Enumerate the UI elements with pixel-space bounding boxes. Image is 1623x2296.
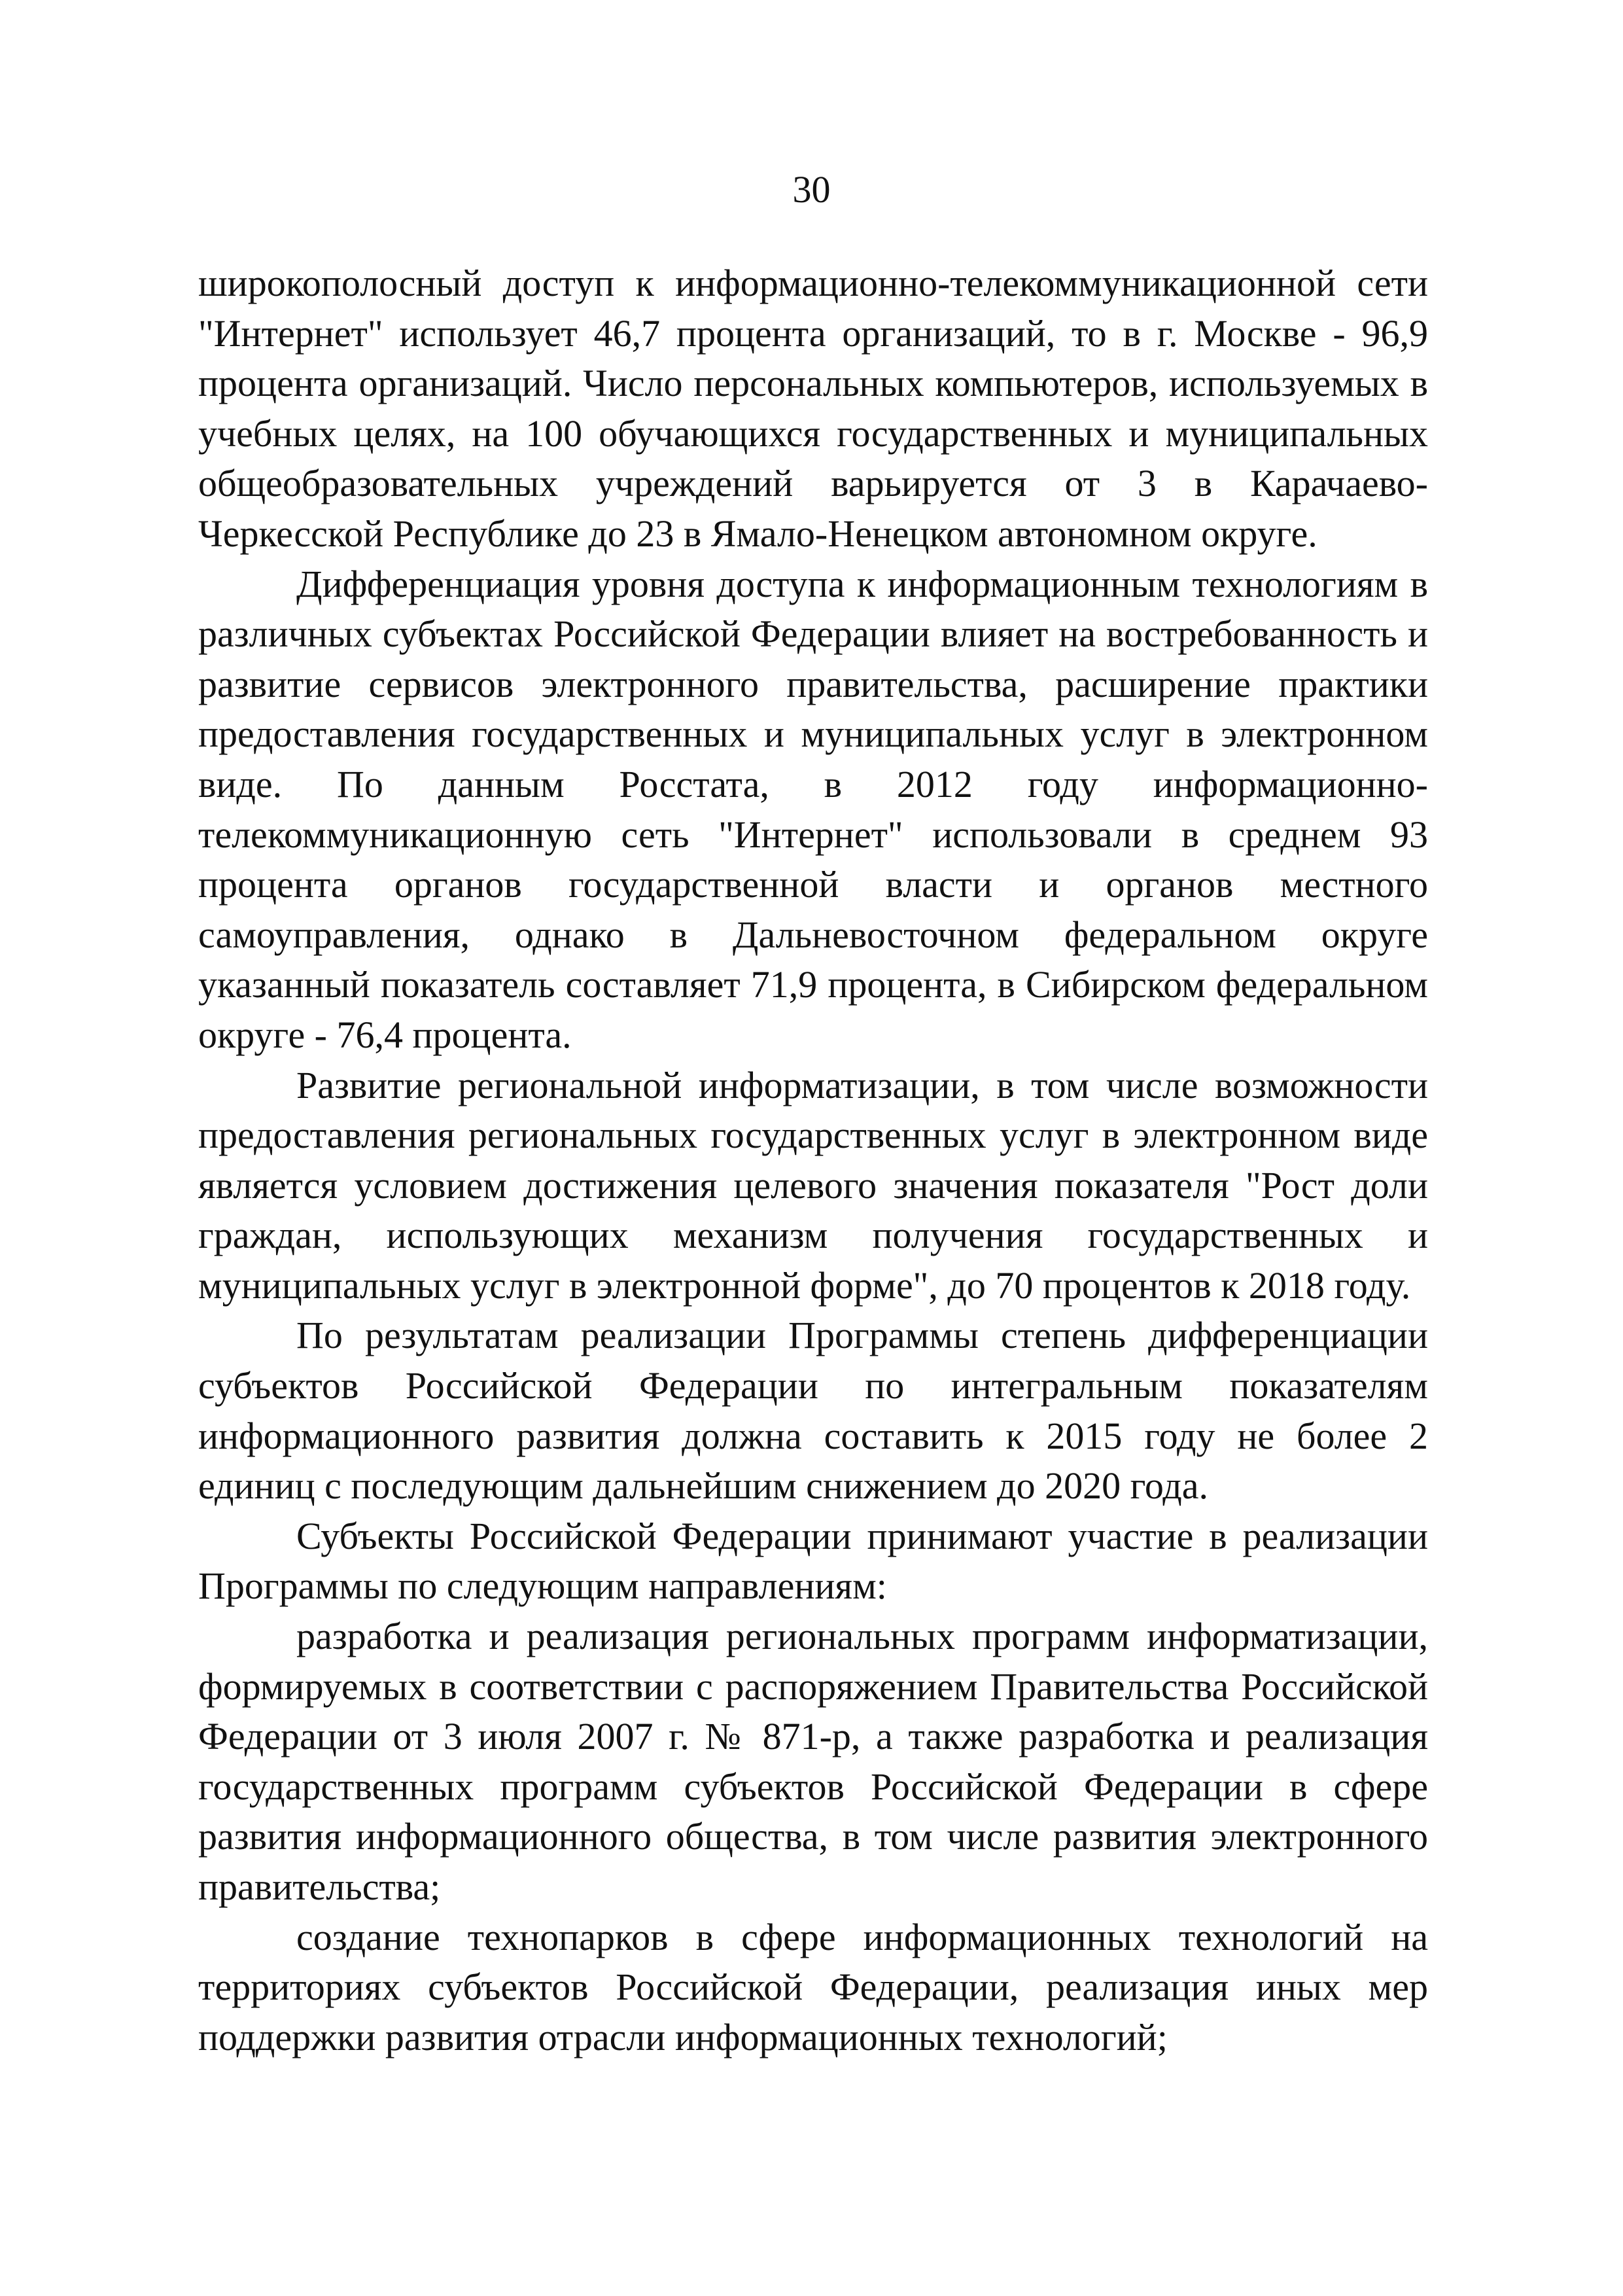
paragraph-regional-informatization: Развитие региональной информатизации, в том числе возможности предоставления региональных государственных услуг в электронном виде является условием достижения целевого значения показателя "Рост доли граждан, использующих механизм получения государственных и муниципальных услуг в электронной форме", до 70 процентов к 2018 году. — [198, 1063, 1428, 1307]
page-number: 30 — [792, 168, 831, 211]
paragraph-participation-intro: Субъекты Российской Федерации принимают участие в реализации Программы по следующим направлениям: — [198, 1514, 1428, 1608]
paragraph-internet-access: широкополосный доступ к информационно-телекоммуникационной сети "Интернет" использует 46,7 процента организаций, то в г. Москве - 96,9 процента организаций. Число персональных компьютеров, используемых в учебных целях, на 100 обучающихся государственных и муниципальных общеобразовательных учреждений варьируется от 3 в Карачаево-Черкесской Республике до 23 в Ямало-Ненецком автономном округе. — [198, 262, 1428, 555]
list-item-regional-programs: разработка и реализация региональных программ информатизации, формируемых в соответствии с распоряжением Правительства Российской Федерации от 3 июля 2007 г. № 871-р, а также разработка и реализация государственных программ субъектов Российской Федерации в сфере развития информационного общества, в том числе развития электронного правительства; — [198, 1615, 1428, 1908]
document-body — [198, 258, 1428, 2062]
paragraph-program-results: По результатам реализации Программы степень дифференциации субъектов Российской Федерации по интегральным показателям информационного развития должна составить к 2015 году не более 2 единиц с последующим дальнейшим снижением до 2020 года. — [198, 1314, 1428, 1508]
paragraph-access-differentiation: Дифференциация уровня доступа к информационным технологиям в различных субъектах Российской Федерации влияет на востребованность и развитие сервисов электронного правительства, расширение практики предоставления государственных и муниципальных услуг в электронном виде. По данным Росстата, в 2012 году информационно-телекоммуникационную сеть "Интернет" использовали в среднем 93 процента органов государственной власти и органов местного самоуправления, однако в Дальневосточном федеральном округе указанный показатель составляет 71,9 процента, в Сибирском федеральном округе - 76,4 процента. — [198, 562, 1428, 1056]
list-item-technoparks: создание технопарков в сфере информационных технологий на территориях субъектов Российской Федерации, реализация иных мер поддержки развития отрасли информационных технологий; — [198, 1915, 1428, 2058]
